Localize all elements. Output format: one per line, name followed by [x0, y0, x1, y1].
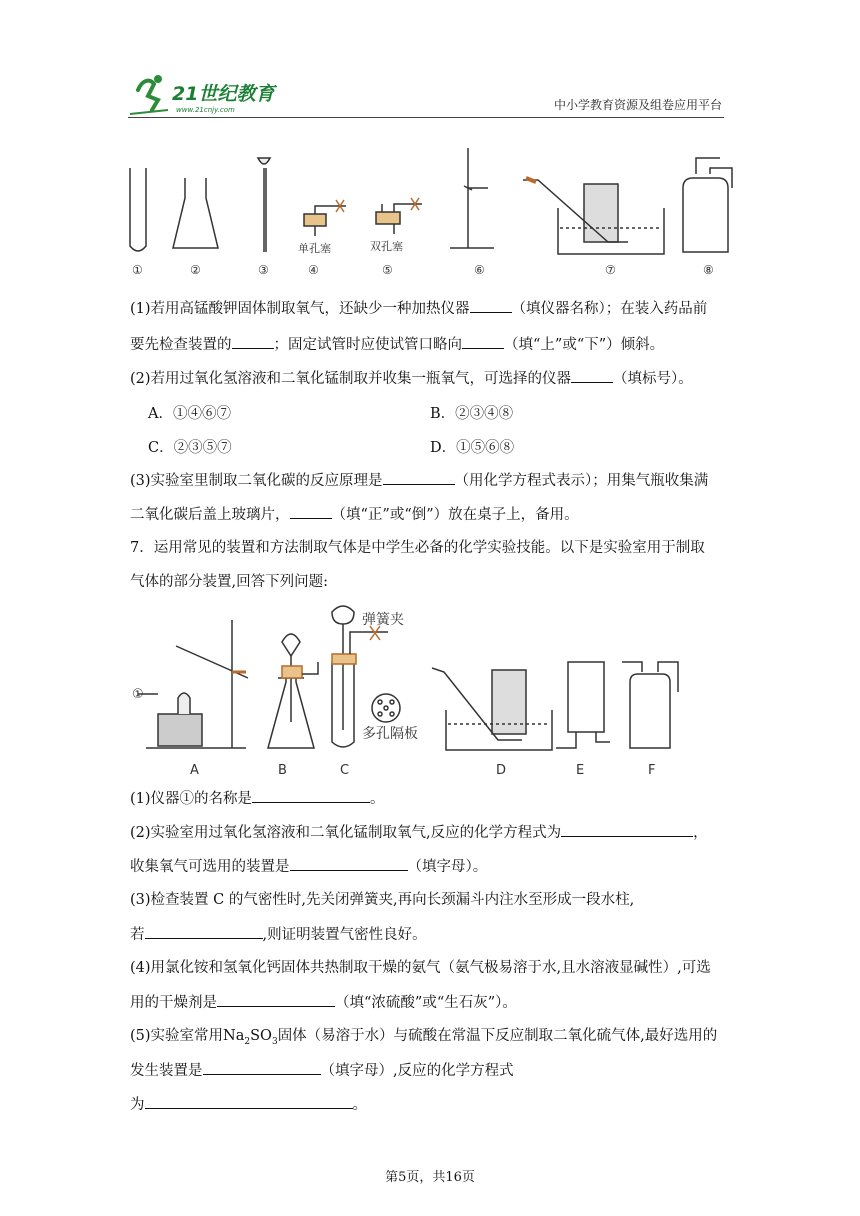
page-number: 第5页，共16页 — [385, 1170, 475, 1185]
q6-option-d: D．①⑤⑥⑧ — [430, 440, 515, 456]
q7-intro-line1: 7．运用常见的装置和方法制取气体是中学生必备的化学实验技能。以下是实验室用于制取 — [130, 540, 705, 556]
q7-part4-line1: (4)用氯化铵和氢氧化钙固体共热制取干燥的氨气（氨气极易溶于水,且水溶液显碱性）,可选 — [130, 960, 711, 976]
device-label-b: B — [278, 763, 287, 778]
device-label-c: C — [340, 763, 350, 778]
q6-part3-line2: 二氧化碳后盖上玻璃片， （填“正”或“倒”）放在桌子上，备用。 — [130, 504, 579, 525]
q7-part3-line2: 若 ,则证明装置气密性良好。 — [130, 924, 427, 945]
q6-option-b: B．②③④⑧ — [430, 406, 514, 422]
spring-clip-label: 弹簧夹 — [362, 612, 404, 628]
platform-name: 中小学教育资源及组卷应用平台 — [553, 98, 722, 112]
figure1-label-7: ⑦ — [605, 263, 616, 277]
logo — [128, 70, 288, 118]
q6-option-c: C．②③⑤⑦ — [148, 440, 232, 456]
na2so3-formula: $Na_2SO_3$ — [223, 1028, 278, 1047]
figure1-label-1: ① — [132, 263, 143, 277]
single-stopper-label: 单孔塞 — [298, 242, 331, 255]
logo-url: www.21cnjy.com — [176, 106, 235, 114]
q7-part5-line1: (5)实验室常用$Na_2SO_3$固体（易溶于水）与硫酸在常温下反应制取二氧化硫气体,最好选用的 — [130, 1028, 718, 1047]
figure1-label-3: ③ — [258, 263, 269, 277]
figure1-label-8: ⑧ — [703, 263, 714, 277]
q6-part3-line1: (3)实验室里制取二氧化碳的反应原理是 （用化学方程式表示）；用集气瓶收集满 — [130, 470, 708, 491]
q7-part4-line2: 用的干燥剂是 （填“浓硫酸”或“生石灰”）。 — [130, 992, 517, 1013]
figure1-label-6: ⑥ — [474, 263, 485, 277]
q7-part2-line2: 收集氧气可选用的装置是 （填字母）。 — [130, 856, 487, 877]
q6-option-a: A．①④⑥⑦ — [148, 406, 231, 422]
header-divider — [128, 117, 724, 118]
q6-part2: (2)若用过氧化氢溶液和二氧化锰制取并收集一瓶氧气，可选择的仪器 （填标号）。 — [130, 368, 693, 389]
q7-intro-line2: 气体的部分装置,回答下列问题: — [130, 574, 328, 590]
q7-part3-line1: (3)检查装置 C 的气密性时,先关闭弹簧夹,再向长颈漏斗内注水至形成一段水柱, — [130, 892, 635, 908]
q7-part1: (1)仪器①的名称是 。 — [130, 788, 385, 809]
device-label-f: F — [648, 763, 656, 778]
q6-part1-line2: 要先检查装置的 ；固定试管时应使试管口略向 （填“上”或“下”）倾斜。 — [130, 334, 664, 355]
apparatus-marker-1: ① — [132, 687, 144, 702]
apparatus-figure-1 — [118, 148, 738, 284]
q7-part5-line3: 为 。 — [130, 1094, 367, 1115]
figure1-label-4: ④ — [308, 263, 319, 277]
q7-part2-line1: (2)实验室用过氧化氢溶液和二氧化锰制取氧气,反应的化学方程式为 ， — [130, 822, 708, 843]
porous-plate-label: 多孔隔板 — [362, 726, 418, 742]
figure1-label-5: ⑤ — [382, 263, 393, 277]
logo-text: 21世纪教育 — [172, 83, 275, 105]
device-label-a: A — [190, 763, 199, 778]
device-label-e: E — [576, 763, 585, 778]
figure1-label-2: ② — [190, 263, 201, 277]
apparatus-figure-2 — [118, 602, 698, 780]
double-stopper-label: 双孔塞 — [370, 240, 403, 253]
q6-part1-line1: (1)若用高锰酸钾固体制取氧气，还缺少一种加热仪器 （填仪器名称）；在装入药品前 — [130, 298, 707, 319]
q7-part5-line2: 发生装置是 （填字母）,反应的化学方程式 — [130, 1060, 514, 1081]
device-label-d: D — [496, 763, 507, 778]
